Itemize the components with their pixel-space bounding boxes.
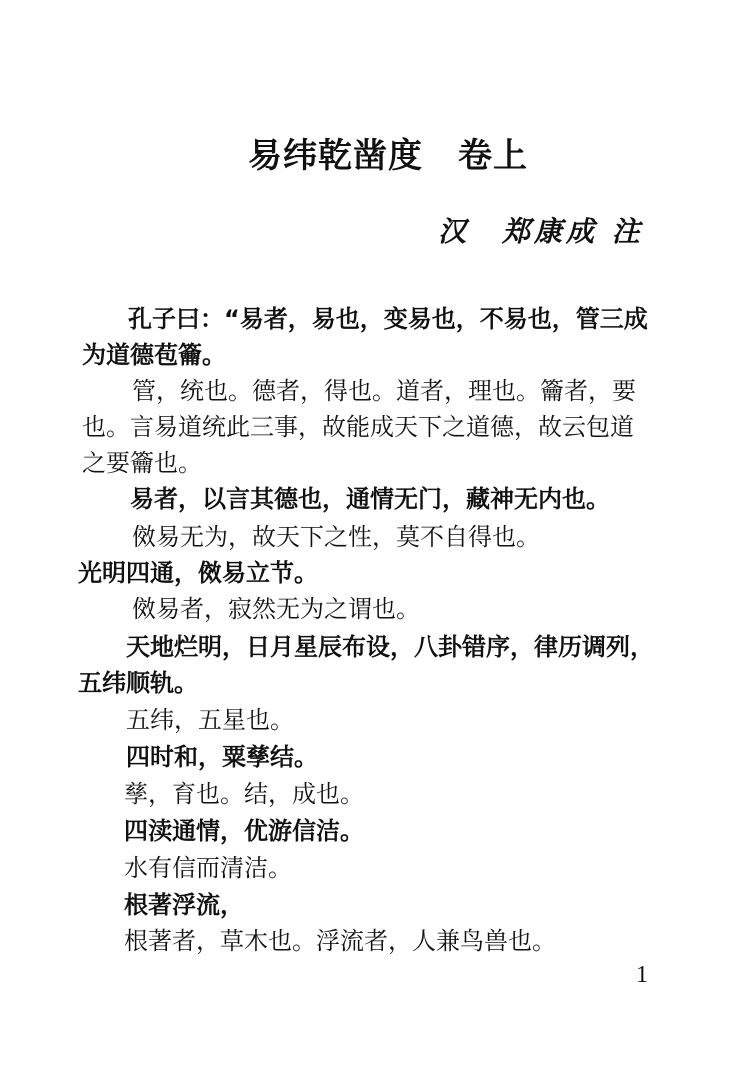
text-line: 管，统也。德者，得也。道者，理也。籥者，要 <box>132 377 636 405</box>
page-number: 1 <box>636 962 648 988</box>
text-line: 五纬顺轨。 <box>78 669 198 697</box>
text-line: 易者，以言其德也，通情无门，藏神无内也。 <box>130 485 610 513</box>
text-line: 根著者，草木也。浮流者，人兼鸟兽也。 <box>124 927 556 955</box>
text-line: 天地烂明，日月星辰布设，八卦错序，律历调列， <box>126 633 654 661</box>
text-line: 也。言易道统此三事，故能成天下之道德，故云包道 <box>82 413 634 441</box>
text-line: 傚易者，寂然无为之谓也。 <box>132 595 420 623</box>
text-line: 光明四通，傚易立节。 <box>78 559 318 587</box>
text-line: 傚易无为，故天下之性，莫不自得也。 <box>132 523 540 551</box>
text-line: 之要籥也。 <box>82 449 202 477</box>
text-line: 四渎通情，优游信洁。 <box>124 817 364 845</box>
author-attribution: 汉 郑康成 注 <box>438 215 644 248</box>
text-line: 水有信而清洁。 <box>124 854 292 882</box>
text-line: 孳，育也。结，成也。 <box>124 780 364 808</box>
text-line: 孔子曰：“易者，易也，变易也，不易也，管三成 <box>128 305 648 333</box>
text-line: 四时和，粟孳结。 <box>126 743 318 771</box>
page-title: 易纬乾凿度 卷上 <box>248 136 528 176</box>
text-line: 五纬，五星也。 <box>126 706 294 734</box>
text-line: 根著浮流， <box>124 891 244 919</box>
text-line: 为道德苞籥。 <box>82 341 226 369</box>
